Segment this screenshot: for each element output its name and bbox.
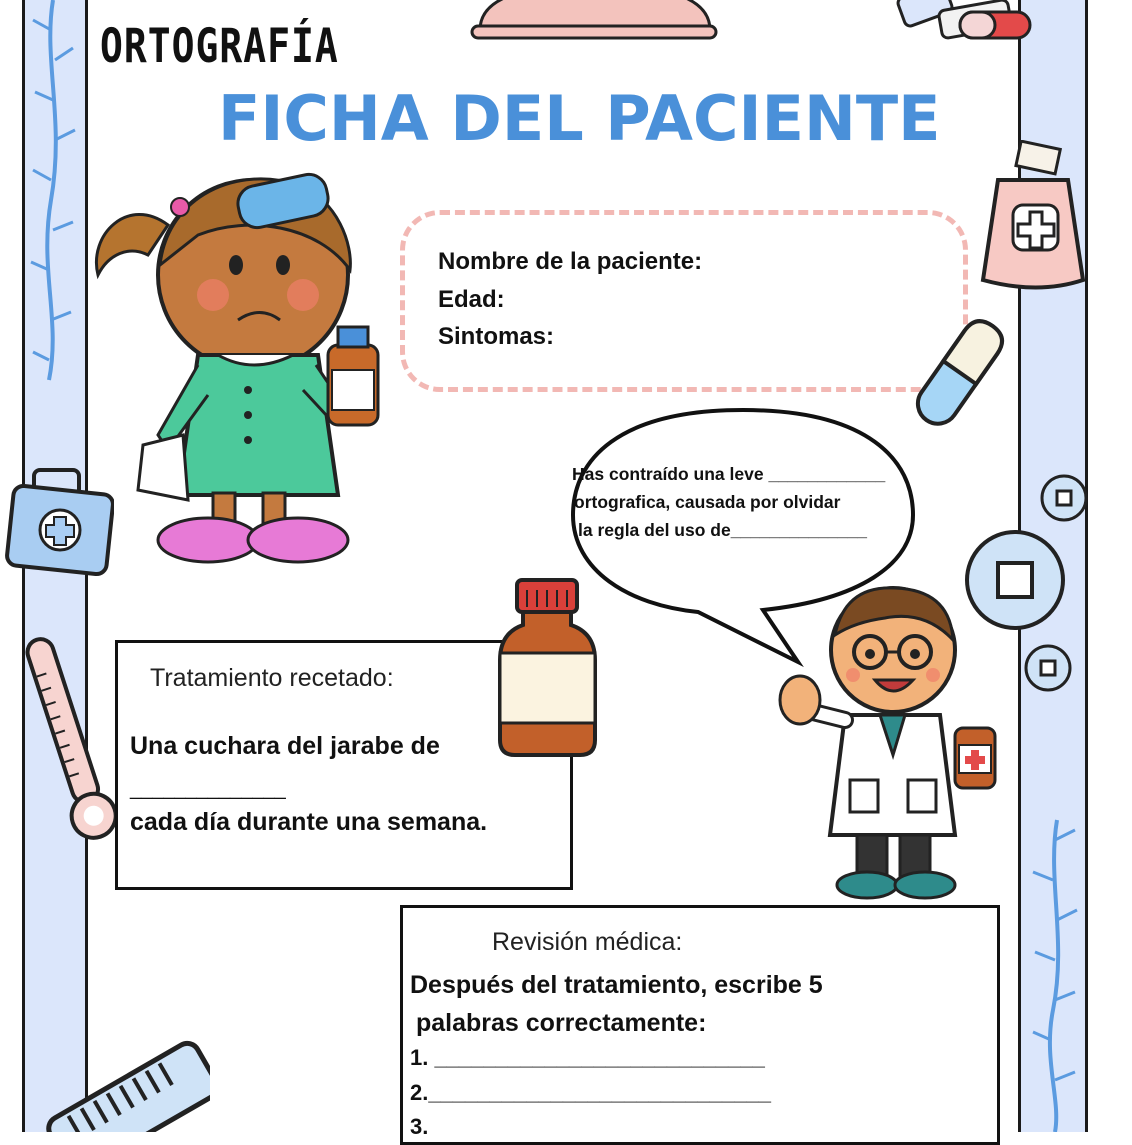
patient-age-label: Edad: [438, 286, 505, 313]
patient-symptoms-label: Sintomas: [438, 323, 555, 350]
treatment-line: cada día durante una semana. [130, 808, 488, 836]
treatment-blank: ______________ [130, 778, 286, 800]
treatment-heading: Tratamiento recetado: [150, 664, 394, 692]
brand-title: ORTOGRAFÍA [100, 18, 339, 73]
speech-bubble-line: Has contraído una leve ____________ [572, 464, 886, 484]
bandage-button-icon [1030, 470, 1090, 530]
patient-name-label: Nombre de la paciente: [438, 248, 703, 275]
treatment-line: Una cuchara del jarabe de [130, 732, 440, 760]
sick-girl-illustration [88, 155, 388, 565]
doctor-boy-illustration [775, 580, 1010, 905]
review-answer-line: 1. ___________________________ [410, 1045, 765, 1070]
pill-pack-icon [890, 0, 1040, 50]
review-instruction: Después del tratamiento, escribe 5 [410, 971, 823, 999]
review-heading: Revisión médica: [492, 928, 683, 956]
speech-bubble-line: ortografica, causada por olvidar [574, 492, 841, 512]
first-aid-kit-icon [4, 465, 114, 577]
medicine-bottle-icon [968, 140, 1090, 295]
speech-bubble-line: la regla del uso de______________ [578, 520, 867, 540]
bell-dome-icon [470, 0, 720, 42]
review-instruction: palabras correctamente: [416, 1009, 707, 1037]
thermometer-icon [18, 630, 118, 850]
bandage-roll-icon [30, 1035, 210, 1132]
review-answer-line: 2.____________________________ [410, 1080, 771, 1105]
page-title: FICHA DEL PACIENTE [218, 82, 941, 155]
review-answer-line: 3. [410, 1114, 429, 1139]
bandage-button-icon [1020, 640, 1080, 700]
syrup-jar-icon [495, 575, 600, 760]
